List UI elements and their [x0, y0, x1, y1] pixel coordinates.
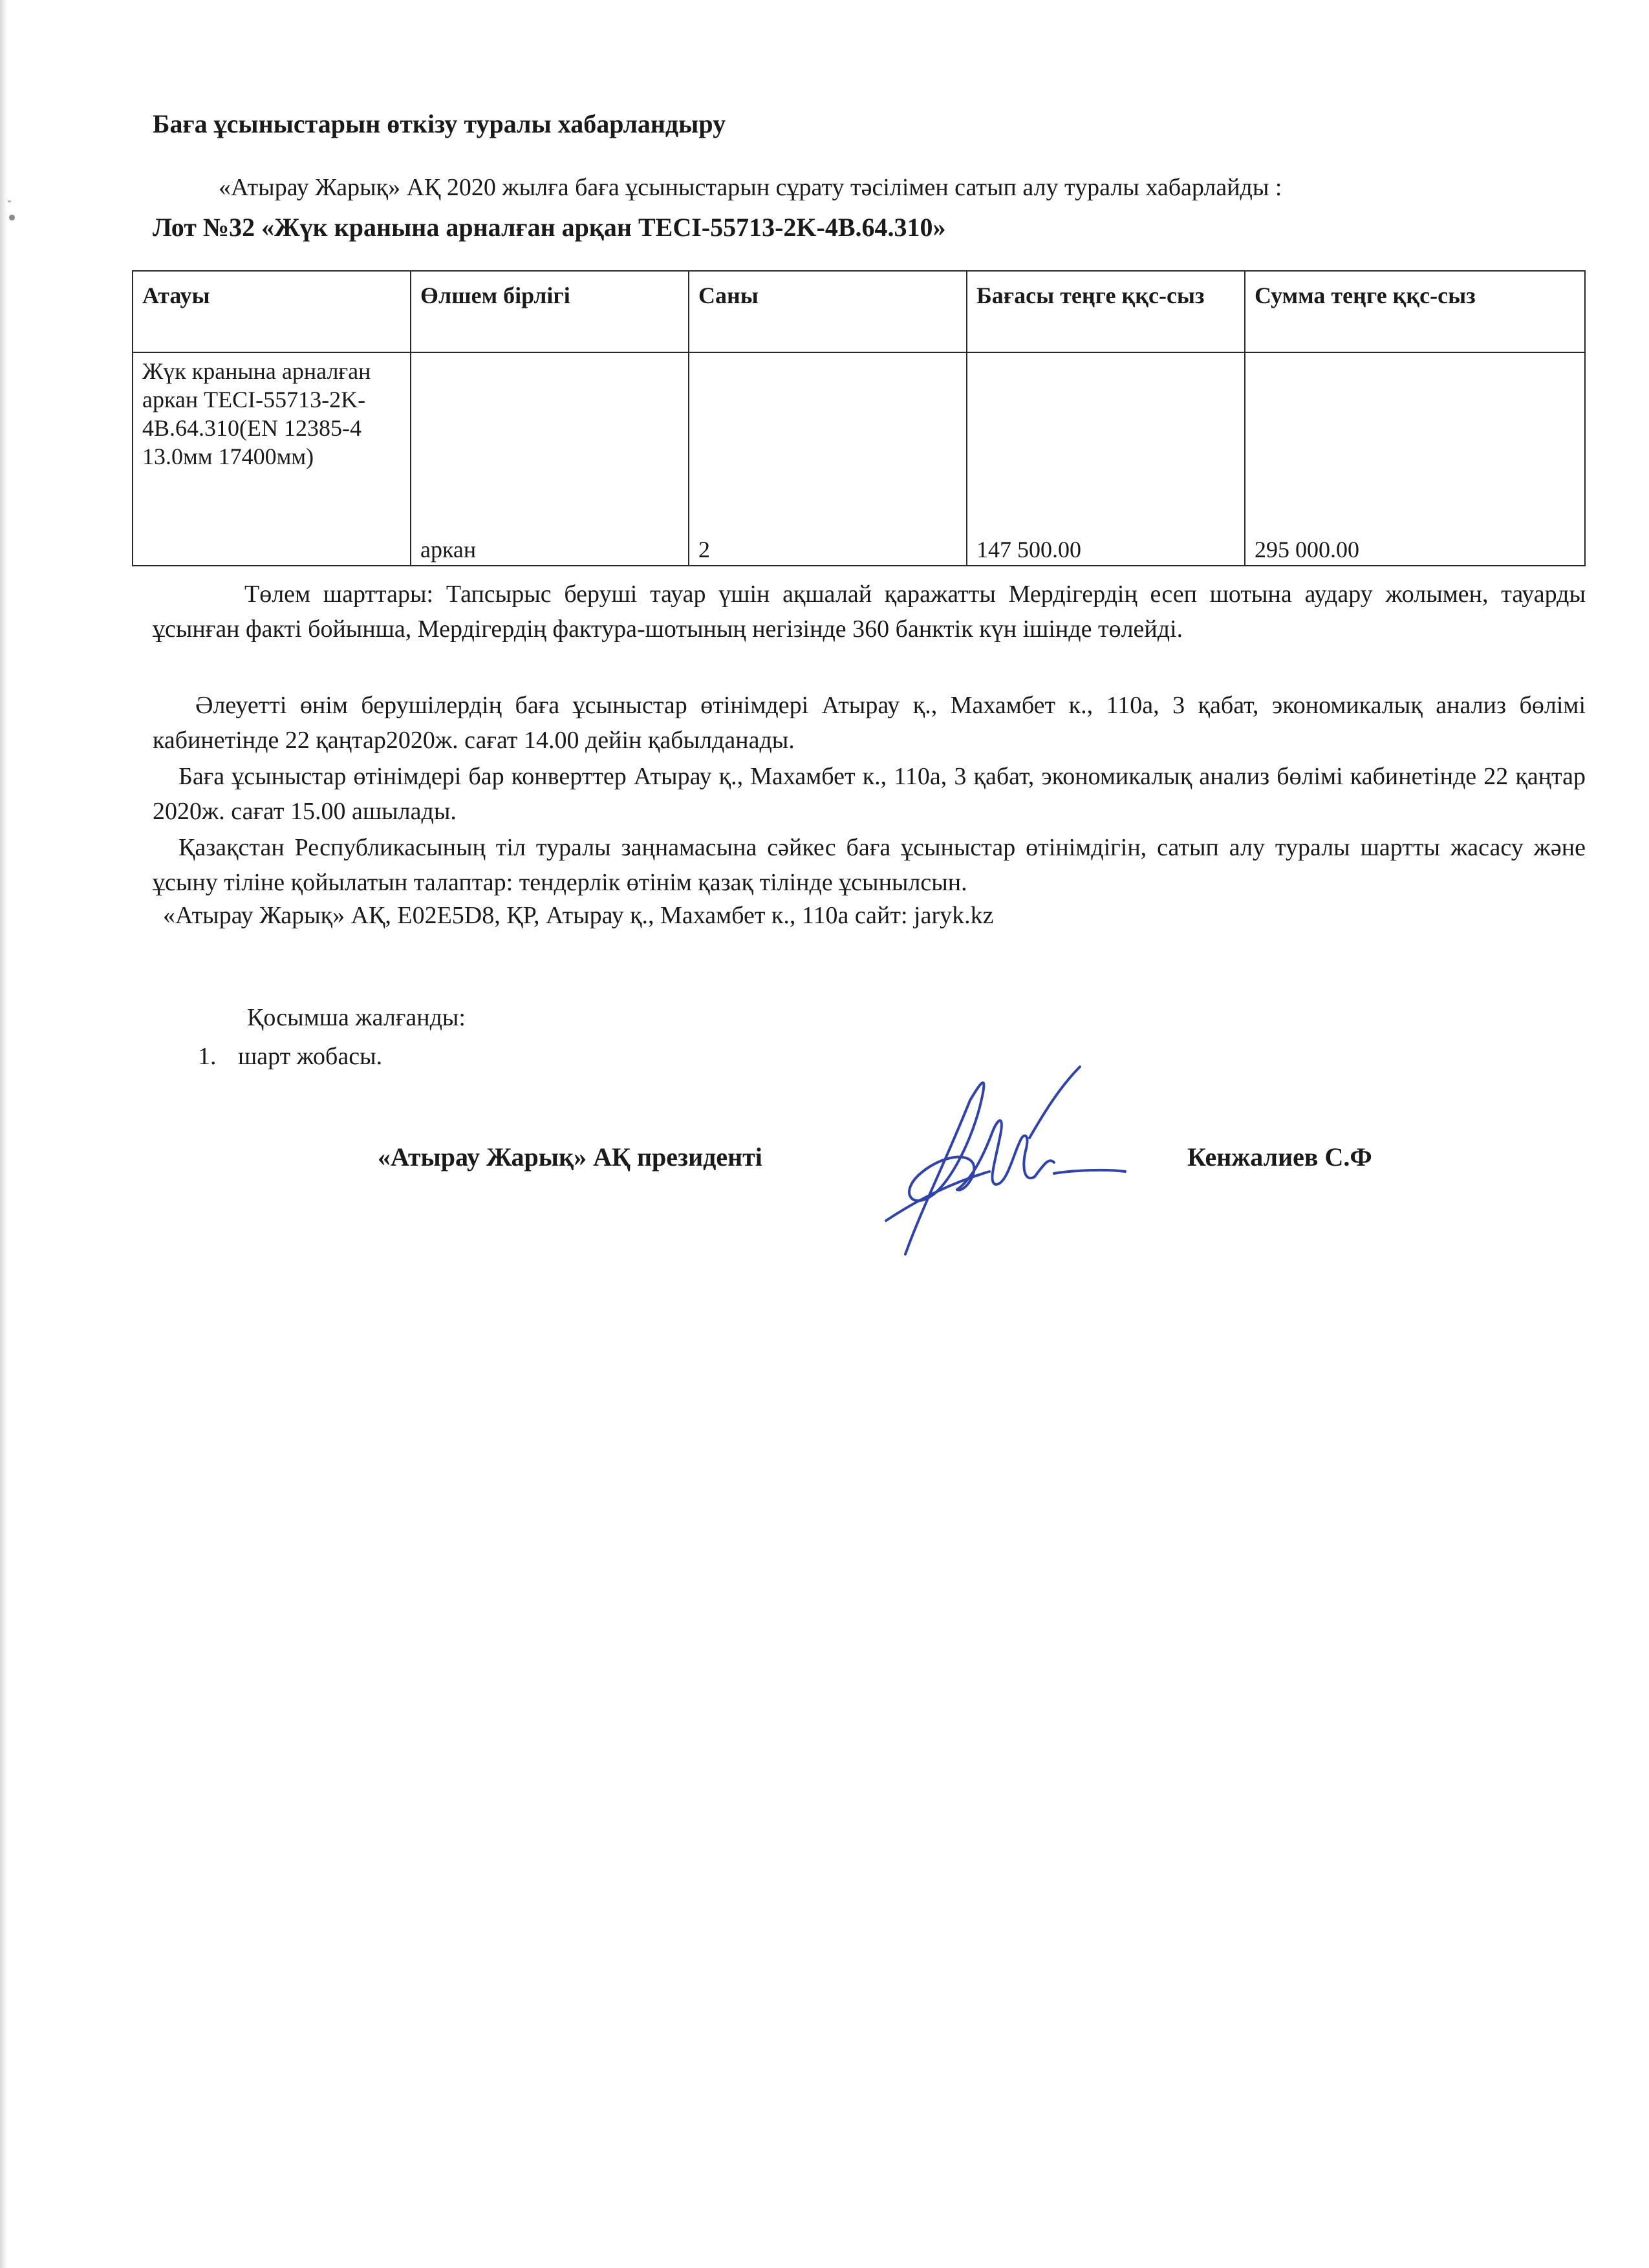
payment-terms: Төлем шарттары: Тапсырыс беруші тауар үшін ақшалай қаражатты Мердігердің есеп шотына аудару жолымен, тауарды ұсынған факті бойынша, Мердігердің фактура-шотының негізінде 360 банктік күн ішінде төлейді. [153, 581, 1586, 643]
intro-text: «Атырау Жарық» АҚ 2020 жылға баға ұсыныстарын сұрату тәсілімен сатып алу туралы хабарлайды : [219, 174, 1282, 201]
cell-name: Жүк кранына арналған аркан TECI-55713-2K-4B.64.310(EN 12385-4 13.0мм 17400мм) [133, 352, 411, 566]
opening-terms: Баға ұсыныстар өтінімдері бар конверттер Атырау қ., Махамбет к., 110а, 3 қабат, экономикалық анализ бөлімі кабинетінде 22 қаңтар 2020ж. сағат 15.00 ашылады. [153, 763, 1586, 825]
attachments-title: Қосымша жалғанды: [247, 1004, 466, 1031]
acceptance-terms: Әлеуетті өнім берушілердің баға ұсыныстар өтінімдері Атырау қ., Махамбет к., 110а, 3 қабат, экономикалық анализ бөлімі кабинетінде 22 қаңтар2020ж. сағат 14.00 дейін қабылданады. [153, 692, 1586, 754]
cell-unit: аркан [411, 352, 689, 566]
document-title: Баға ұсыныстарын өткізу туралы хабарландыру [153, 109, 726, 138]
header-unit: Өлшем бірлігі [411, 271, 689, 352]
header-sum: Сумма теңге ққс-сыз [1245, 271, 1585, 352]
signer-name: Кенжалиев С.Ф [1187, 1142, 1372, 1171]
list-item: шарт жобасы. [238, 1043, 383, 1070]
signer-role: «Атырау Жарық» АҚ президенті [378, 1142, 762, 1171]
header-name: Атауы [133, 271, 411, 352]
table-header-row [133, 271, 1585, 352]
list-item-number: 1. [198, 1043, 217, 1070]
scan-edge [0, 0, 8, 2268]
handwritten-signature [860, 1060, 1132, 1274]
table-row [133, 352, 1585, 566]
header-qty: Саны [689, 271, 967, 352]
attachments-list [198, 1042, 382, 1071]
header-price: Бағасы теңге ққс-сыз [967, 271, 1245, 352]
company-address: «Атырау Жарық» АҚ, Е02Е5D8, ҚР, Атырау қ., Махамбет к., 110а сайт: jaryk.kz [163, 902, 994, 929]
cell-qty: 2 [689, 352, 967, 566]
lot-title: Лот №32 «Жүк кранына арналған арқан TECI-55713-2K-4B.64.310» [153, 213, 946, 242]
scan-mark [8, 200, 11, 202]
language-requirements: Қазақстан Республикасының тіл туралы заңнамасына сәйкес баға ұсыныстар өтінімдігін, сатып алу туралы шартты жасасу және ұсыну тіліне қойылатын талаптар: тендерлік өтінім қазақ тілінде ұсынылсын. [153, 834, 1586, 896]
items-table [132, 270, 1586, 566]
cell-price: 147 500.00 [967, 352, 1245, 566]
cell-sum: 295 000.00 [1245, 352, 1585, 566]
scan-dot [9, 215, 15, 220]
